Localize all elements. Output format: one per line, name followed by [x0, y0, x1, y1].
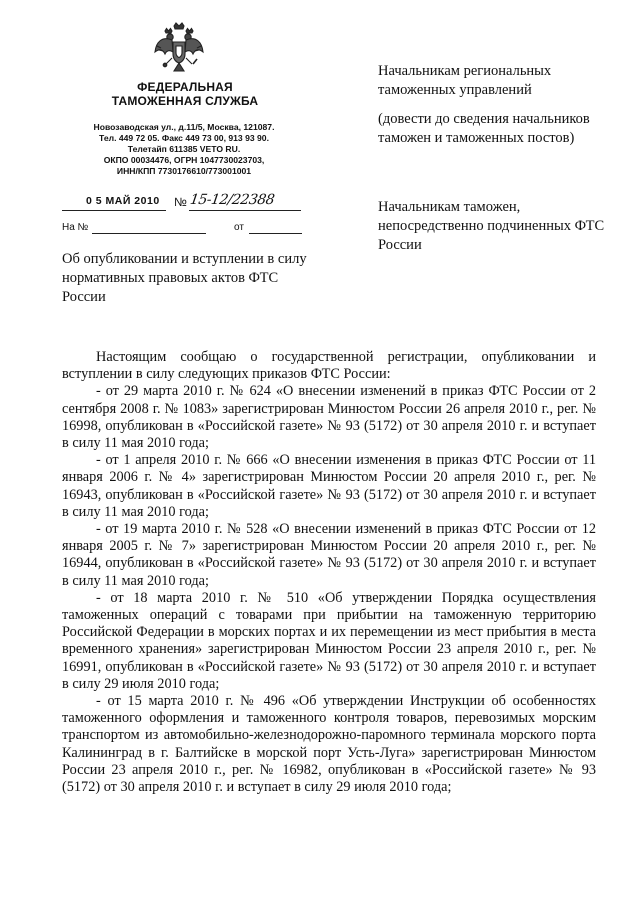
- organization-name: [60, 80, 310, 108]
- registration-number: 15-12/22388: [188, 192, 276, 208]
- address-line4: ОКПО 00034476, ОГРН 1047730023703,: [103, 155, 265, 165]
- address-line3: Телетайп 611385 VETO RU.: [127, 144, 241, 154]
- reference-number-underline: [92, 233, 206, 234]
- body-intro-paragraph: Настоящим сообщаю о государственной регистрации, опубликовании и вступлении в силу следующих приказов ФТС России:: [62, 349, 596, 383]
- order-item-666: - от 1 апреля 2010 г. № 666 «О внесении изменения в приказ ФТС России от 11 января 2006 г. № 4» зарегистрирован Минюстом России 20 апреля 2010 г., рег. № 16943, опубликован в «Российской газете» № 93 (5172) от 30 апреля 2010 г. и вступает в силу 11 мая 2010 года;: [62, 452, 596, 520]
- order-item-624: - от 29 марта 2010 г. № 624 «О внесении изменений в приказ ФТС России от 2 сентября 2008 г. № 1083» зарегистрирован Минюстом России 26 апреля 2010 г., рег. № 16998, опубликован в «Российской газете» № 93 (5172) от 30 апреля 2010 г. и вступает в силу 11 мая 2010 года;: [62, 383, 596, 452]
- number-underline: [189, 210, 301, 211]
- registration-line: [62, 192, 302, 217]
- number-sign: №: [174, 195, 187, 209]
- order-item-510: - от 18 марта 2010 г. № 510 «Об утверждении Порядка осуществления таможенных операций с товарами при прибытии на таможенную территорию Российской Федерации в морских портах и их перемещении из мест прибытия в места временного хранения» зарегистрирован Минюстом России 23 апреля 2010 г., рег. № 16991, опубликован в «Российской газете» № 93 (5172) от 30 апреля 2010 г. и вступает в силу 29 июля 2010 года;: [62, 589, 596, 692]
- letter-body: [62, 349, 596, 796]
- recipient-regional-administrations: Начальникам региональных таможенных управлений: [378, 63, 552, 98]
- state-emblem-icon: [152, 22, 206, 76]
- reference-number-label: На №: [62, 222, 89, 233]
- organization-name-line1: ФЕДЕРАЛЬНАЯ: [137, 80, 233, 94]
- order-item-528: - от 19 марта 2010 г. № 528 «О внесении изменений в приказ ФТС России от 12 января 2005 г. № 7» зарегистрирован Минюстом России 20 апреля 2010 г., рег. № 16944, опубликован в «Российской газете» № 93 (5172) от 30 апреля 2010 г. и вступает в силу 11 мая 2010 года;: [62, 521, 596, 589]
- recipient-note: (довести до сведения начальников таможен и таможенных постов): [378, 111, 590, 146]
- registration-date: 0 5 МАЙ 2010: [86, 195, 160, 207]
- reference-date-label: от: [234, 222, 244, 233]
- recipient-customs-heads: Начальникам таможен, непосредственно подчиненных ФТС России: [378, 199, 605, 253]
- order-item-496: - от 15 марта 2010 г. № 496 «Об утверждении Инструкции об особенностях таможенного оформления и таможенного контроля товаров, перевозимых морским транспортом из автомобильно-железнодорожно-паромного терминала морского порта Калининград в г. Балтийске в морской порт Усть-Луга» зарегистрирован Минюстом России 23 апреля 2010 г., рег. № 16982, опубликован в «Российской газете» № 93 (5172) от 30 апреля 2010 г. и вступает в силу 29 июля 2010 года;: [62, 693, 596, 796]
- address-line1: Новозаводская ул., д.11/5, Москва, 121087.: [93, 122, 275, 132]
- organization-name-line2: ТАМОЖЕННАЯ СЛУЖБА: [111, 94, 259, 108]
- reference-line: [62, 222, 302, 240]
- address-line5: ИНН/КПП 7730176610/773001001: [116, 166, 252, 176]
- reference-date-underline: [249, 233, 302, 234]
- organization-address: [64, 122, 304, 177]
- address-line2: Тел. 449 72 05. Факс 449 73 00, 913 93 90.: [99, 133, 269, 143]
- date-underline: [62, 210, 166, 211]
- letter-subject: Об опубликовании и вступлении в силу нормативных правовых актов ФТС России: [62, 251, 307, 305]
